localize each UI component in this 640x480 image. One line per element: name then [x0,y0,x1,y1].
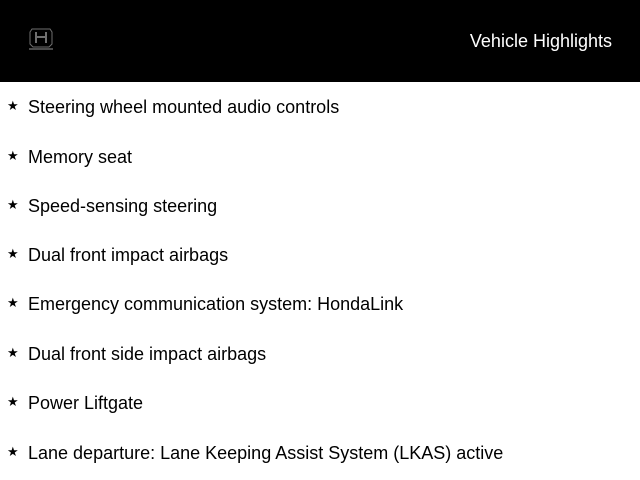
star-icon: ★ [7,198,19,213]
list-item [0,293,640,317]
header-bar [0,0,640,82]
list-item [0,195,640,219]
star-icon: ★ [7,445,19,460]
list-item [0,442,640,466]
star-icon: ★ [7,395,19,410]
feature-label: Memory seat [28,147,133,167]
star-icon: ★ [7,149,19,164]
feature-label: Steering wheel mounted audio controls [28,97,340,117]
star-icon: ★ [7,296,19,311]
feature-label: Emergency communication system: HondaLink [28,294,404,314]
list-item [0,343,640,367]
star-icon: ★ [7,99,19,114]
feature-label: Dual front side impact airbags [28,344,267,364]
honda-logo-icon [26,27,56,51]
star-icon: ★ [7,346,19,361]
list-item [0,96,640,120]
feature-label: Speed-sensing steering [28,196,218,216]
list-item [0,244,640,268]
page-title: Vehicle Highlights [469,31,612,51]
feature-list [0,82,640,480]
list-item [0,392,640,416]
feature-label: Power Liftgate [28,393,144,413]
feature-label: Dual front impact airbags [28,245,229,265]
list-item [0,146,640,170]
star-icon: ★ [7,247,19,262]
feature-label: Lane departure: Lane Keeping Assist System (LKAS) active [28,443,504,463]
